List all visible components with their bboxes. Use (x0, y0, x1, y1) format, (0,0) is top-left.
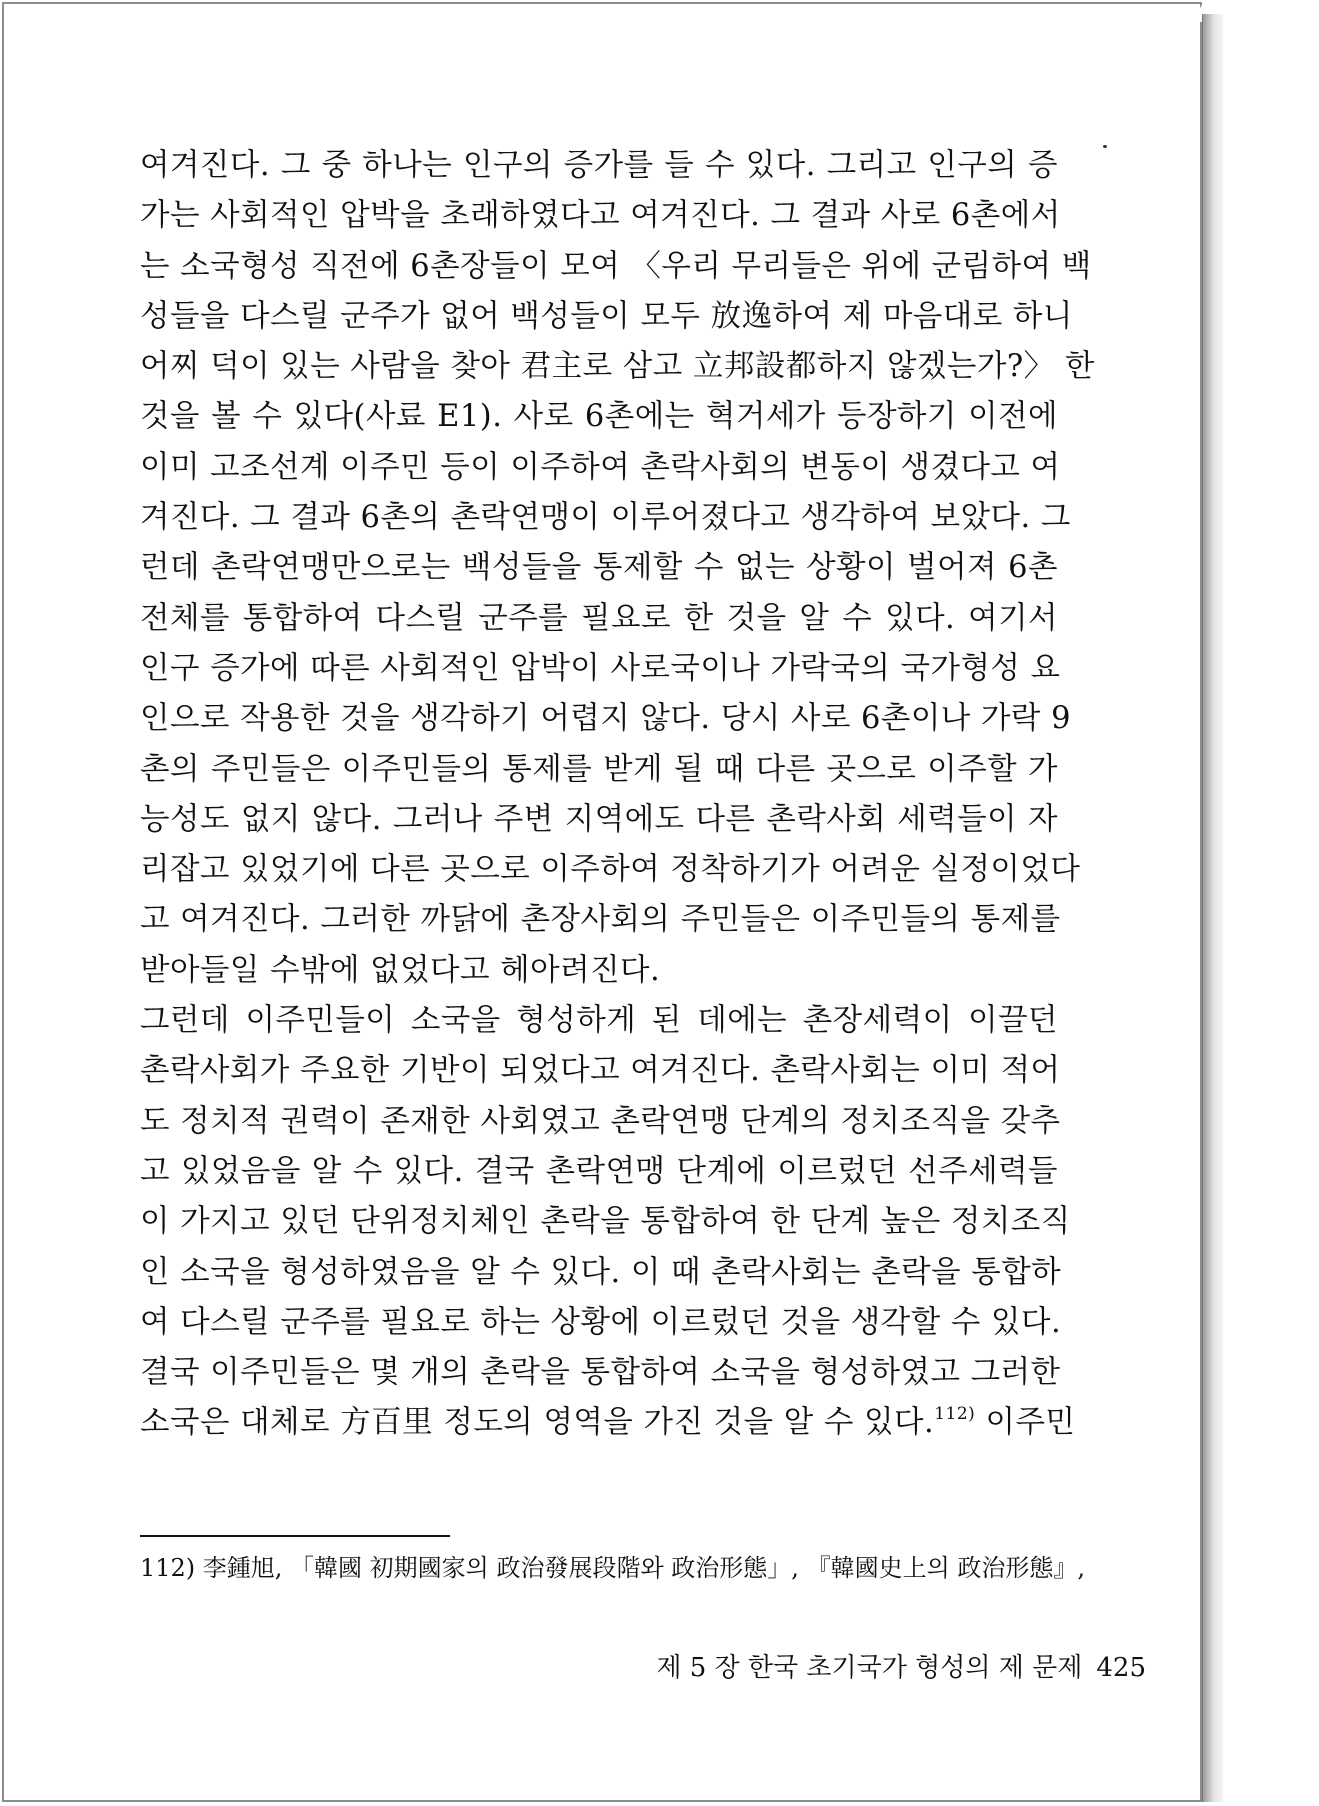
text-line: 여겨진다. 그 중 하나는 인구의 증가를 들 수 있다. 그리고 인구의 증 (140, 148, 1058, 183)
text-line: 능성도 없지 않다. 그러나 주변 지역에도 다른 촌락사회 세력들이 자 (140, 801, 1058, 837)
page-number: 425 (1096, 1653, 1146, 1683)
text-line: 어찌 덕이 있는 사람을 찾아 君主로 삼고 立邦設都하지 않겠는가?〉 한 (140, 349, 1095, 385)
text-line: 런데 촌락연맹만으로는 백성들을 통제할 수 없는 상황이 벌어져 6촌 (140, 550, 1058, 586)
text-line: 촌락사회가 주요한 기반이 되었다고 여겨진다. 촌락사회는 이미 적어 (140, 1053, 1061, 1089)
text-line: 인구 증가에 따른 사회적인 압박이 사로국이나 가락국의 국가형성 요 (140, 650, 1061, 686)
chapter-title: 제 5 장 한국 초기국가 형성의 제 문제 (656, 1653, 1083, 1683)
paragraph-first-line: 그런데 이주민들이 소국을 형성하게 된 데에는 촌장세력이 이끌던 (140, 1003, 1058, 1039)
text-line: 고 여겨진다. 그러한 까닭에 촌장사회의 주민들은 이주민들의 통제를 (140, 902, 1061, 938)
text-line: 이 가지고 있던 단위정치체인 촌락을 통합하여 한 단계 높은 정치조직 (140, 1204, 1071, 1240)
text-line: 리잡고 있었기에 다른 곳으로 이주하여 정착하기가 어려운 실정이었다 (140, 852, 1081, 888)
text-line: 것을 볼 수 있다(사료 E1). 사로 6촌에는 혁거세가 등장하기 이전에 (140, 399, 1058, 435)
text-line: 결국 이주민들은 몇 개의 촌락을 통합하여 소국을 형성하였고 그러한 (140, 1355, 1061, 1391)
text-line: 겨진다. 그 결과 6촌의 촌락연맹이 이루어졌다고 생각하여 보았다. 그 (140, 500, 1071, 536)
text-line: 성들을 다스릴 군주가 없어 백성들이 모두 放逸하여 제 마음대로 하니 (140, 298, 1073, 334)
text-line: 인으로 작용한 것을 생각하기 어렵지 않다. 당시 사로 6촌이나 가락 9 (140, 701, 1071, 737)
footnote: 112) 李鍾旭, 「韓國 初期國家의 政治發展段階와 政治形態」, 『韓國史上의 政治形態』, (140, 1554, 1086, 1582)
text-segment: 이주민 (975, 1405, 1076, 1441)
running-footer (656, 1650, 1146, 1686)
text-line: 이미 고조선계 이주민 등이 이주하여 촌락사회의 변동이 생겼다고 여 (140, 449, 1061, 485)
paragraph-end-line: 받아들일 수밖에 없었다고 헤아려진다. (140, 952, 661, 988)
text-line: 고 있었음을 알 수 있다. 결국 촌락연맹 단계에 이르렀던 선주세력들 (140, 1153, 1058, 1189)
text-line: 는 소국형성 직전에 6촌장들이 모여 〈우리 무리들은 위에 군림하여 백 (140, 248, 1092, 284)
body-text (140, 141, 1095, 1449)
text-line: 인 소국을 형성하였음을 알 수 있다. 이 때 촌락사회는 촌락을 통합하 (140, 1254, 1062, 1290)
text-segment: 소국은 대체로 方百里 정도의 영역을 가진 것을 알 수 있다. (140, 1405, 935, 1441)
text-line: 전체를 통합하여 다스릴 군주를 필요로 한 것을 알 수 있다. 여기서 (140, 600, 1058, 636)
footnote-divider (140, 1535, 450, 1537)
page-edge (1202, 14, 1223, 1802)
text-line-with-footnote-ref (140, 1398, 1076, 1448)
text-line: 촌의 주민들은 이주민들의 통제를 받게 될 때 다른 곳으로 이주할 가 (140, 751, 1058, 787)
text-line: 여 다스릴 군주를 필요로 하는 상황에 이르렀던 것을 생각할 수 있다. (140, 1304, 1062, 1340)
text-line: 도 정치적 권력이 존재한 사회였고 촌락연맹 단계의 정치조직을 갖추 (140, 1103, 1061, 1139)
text-line: 가는 사회적인 압박을 초래하였다고 여겨진다. 그 결과 사로 6촌에서 (140, 198, 1061, 234)
scan-speck (1103, 145, 1107, 148)
footnote-reference[interactable]: 112) (934, 1404, 976, 1425)
